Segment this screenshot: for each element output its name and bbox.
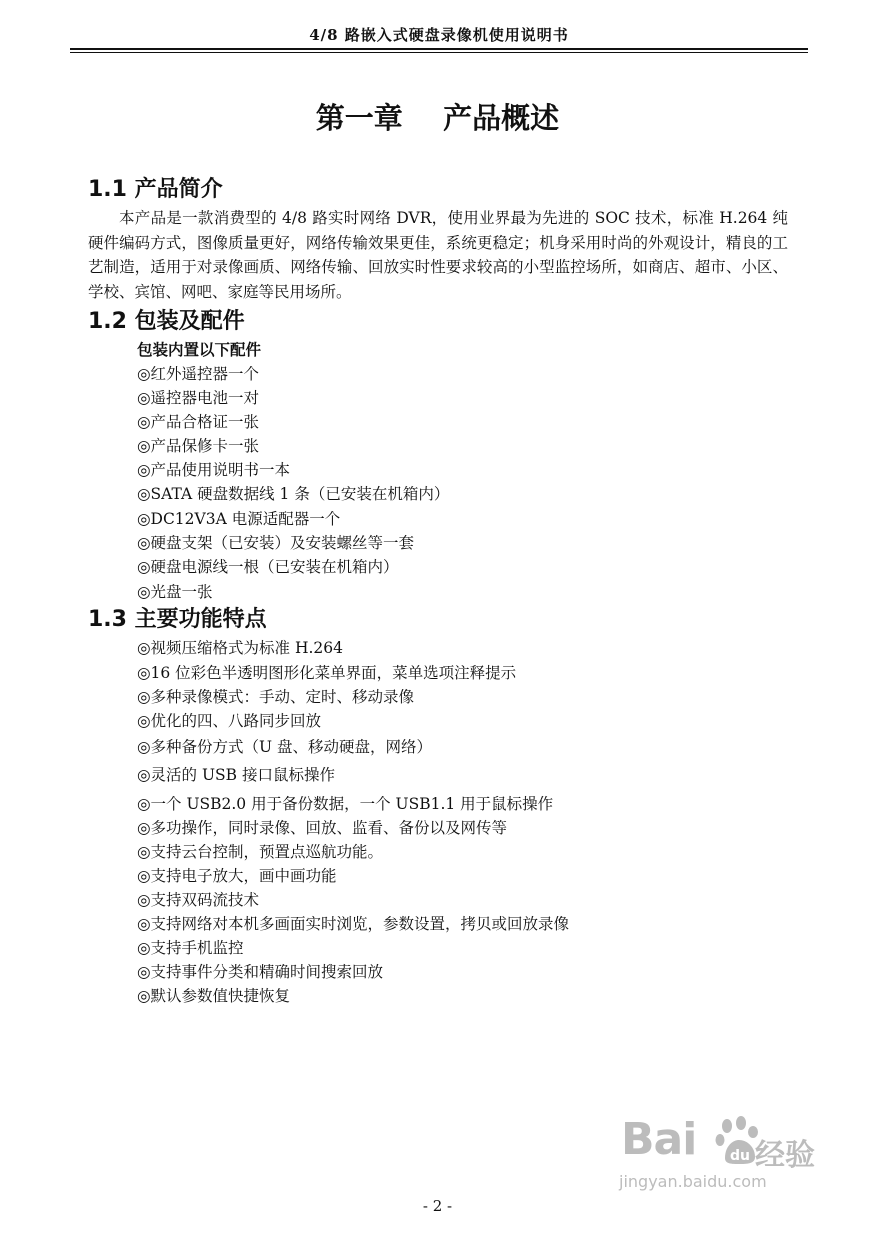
running-header-title: 4/8 路嵌入式硬盘录像机使用说明书 xyxy=(309,26,569,44)
product-intro-paragraph: 本产品是一款消费型的 4/8 路实时网络 DVR，使用业界最为先进的 SOC 技术，标准 H.264 纯硬件编码方式，图像质量更好，网络传输效果更佳，系统更稳定；机身采用时尚的外观设计，精良的工艺制造，适用于对录像画质、网络传输、回放实时性要求较高的小型监控场所，如商店、超市、小区、学校、宾馆、网吧、家庭等民用场所。 xyxy=(88,209,788,301)
header-rule-thin xyxy=(70,52,808,53)
section-heading-1-1: 1.1 产品简介 xyxy=(88,177,223,202)
chapter-title: 第一章 产品概述 xyxy=(315,101,560,135)
list-item: ◎16 位彩色半透明图形化菜单界面，菜单选项注释提示 xyxy=(137,664,517,682)
watermark-url: jingyan.baidu.com xyxy=(619,1172,767,1191)
list-item: ◎默认参数值快捷恢复 xyxy=(137,987,291,1005)
list-item: ◎优化的四、八路同步回放 xyxy=(137,712,322,730)
list-item: ◎产品合格证一张 xyxy=(137,413,260,431)
list-item: ◎多种录像模式：手动、定时、移动录像 xyxy=(137,688,415,706)
list-item: ◎视频压缩格式为标准 H.264 xyxy=(137,639,343,657)
list-item: ◎红外遥控器一个 xyxy=(137,365,260,383)
list-item: ◎遥控器电池一对 xyxy=(137,389,260,407)
list-item: ◎支持网络对本机多画面实时浏览，参数设置，拷贝或回放录像 xyxy=(137,915,570,933)
header-rule xyxy=(70,48,808,50)
list-item: ◎产品保修卡一张 xyxy=(137,437,260,455)
list-item: ◎一个 USB2.0 用于备份数据，一个 USB1.1 用于鼠标操作 xyxy=(137,795,554,813)
svg-text:du: du xyxy=(730,1148,750,1164)
list-item: ◎SATA 硬盘数据线 1 条（已安装在机箱内） xyxy=(137,485,450,503)
list-item: ◎产品使用说明书一本 xyxy=(137,461,291,479)
package-contents-subheading: 包装内置以下配件 xyxy=(137,340,262,359)
list-item: ◎多功操作，同时录像、回放、监看、备份以及网传等 xyxy=(137,819,508,837)
list-item: ◎光盘一张 xyxy=(137,583,213,601)
list-item: ◎硬盘支架（已安装）及安装螺丝等一套 xyxy=(137,534,415,552)
watermark-logo-text-jingyan: 经验 xyxy=(755,1138,815,1173)
list-item: ◎支持电子放大，画中画功能 xyxy=(137,867,337,885)
list-item: ◎支持手机监控 xyxy=(137,939,244,957)
list-item: ◎DC12V3A 电源适配器一个 xyxy=(137,510,341,528)
list-item: ◎支持云台控制，预置点巡航功能。 xyxy=(137,843,384,861)
baidu-jingyan-watermark xyxy=(615,1106,815,1198)
list-item: ◎多种备份方式（U 盘、移动硬盘，网络） xyxy=(137,738,433,756)
page-number: - 2 - xyxy=(422,1197,453,1215)
watermark-logo-text-bai: Bai xyxy=(621,1114,697,1165)
list-item: ◎支持事件分类和精确时间搜索回放 xyxy=(137,963,384,981)
section-heading-1-3: 1.3 主要功能特点 xyxy=(88,607,267,632)
list-item: ◎支持双码流技术 xyxy=(137,891,260,909)
list-item: ◎灵活的 USB 接口鼠标操作 xyxy=(137,766,335,784)
section-heading-1-2: 1.2 包装及配件 xyxy=(88,309,245,334)
list-item: ◎硬盘电源线一根（已安装在机箱内） xyxy=(137,558,399,576)
